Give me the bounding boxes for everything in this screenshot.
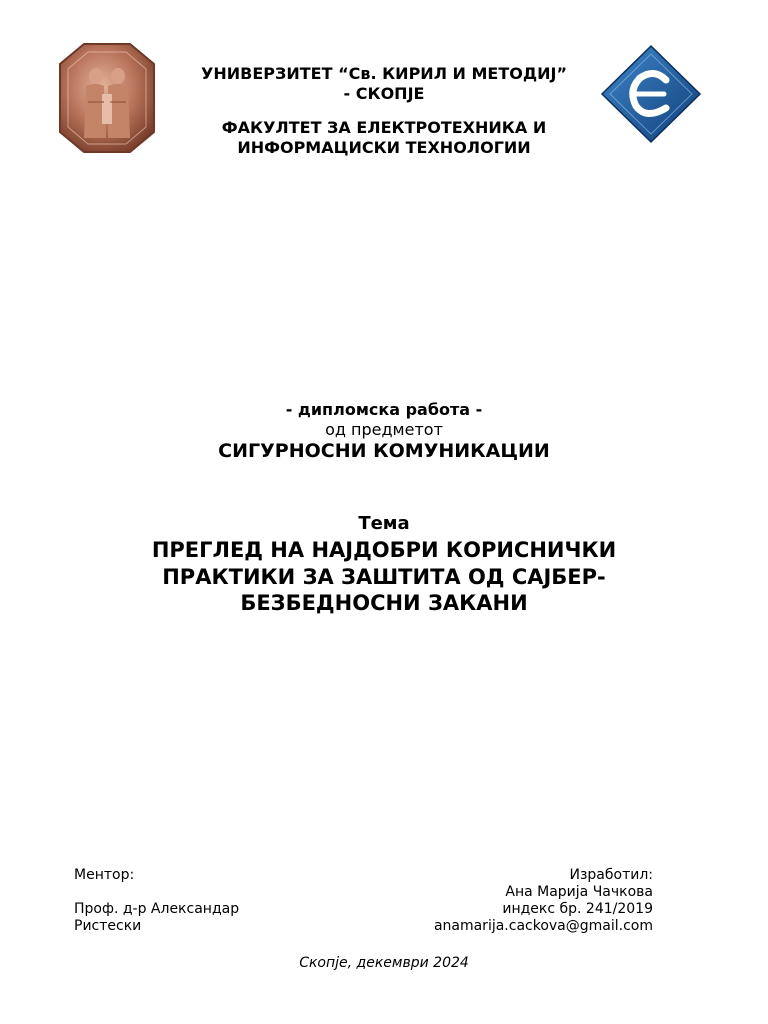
- topic-title-line3: БЕЗБЕДНОСНИ ЗАКАНИ: [240, 591, 528, 615]
- topic-label: Тема: [358, 513, 410, 534]
- mentor-name-line2: Ристески: [74, 918, 142, 934]
- topic-title-line1: ПРЕГЛЕД НА НАЈДОБРИ КОРИСНИЧКИ: [151, 538, 617, 562]
- subject-intro: од предметот: [325, 420, 443, 439]
- author-label: Изработил:: [569, 867, 653, 883]
- author-index: индекс бр. 241/2019: [502, 901, 653, 917]
- thesis-type: - дипломска работа -: [285, 400, 483, 419]
- author-email: anamarija.cackova@gmail.com: [433, 918, 653, 934]
- mentor-name-line1: Проф. д-р Александар: [74, 901, 240, 917]
- author-name: Ана Марија Чачкова: [505, 884, 653, 900]
- faculty-name-line1: ФАКУЛТЕТ ЗА ЕЛЕКТРОТЕХНИКА И: [221, 118, 547, 137]
- university-city: - СКОПЈЕ: [343, 84, 425, 103]
- place-date: Скопје, декември 2024: [299, 955, 469, 971]
- mentor-label: Ментор:: [74, 867, 135, 883]
- subject-title: СИГУРНОСНИ КОМУНИКАЦИИ: [218, 440, 550, 462]
- university-name: УНИВЕРЗИТЕТ “Св. КИРИЛ И МЕТОДИЈ”: [201, 64, 567, 83]
- university-seal-logo: [58, 42, 156, 154]
- topic-title-line2: ПРАКТИКИ ЗА ЗАШТИТА ОД САЈБЕР-: [162, 565, 606, 589]
- faculty-name-line2: ИНФОРМАЦИСКИ ТЕХНОЛОГИИ: [237, 138, 531, 157]
